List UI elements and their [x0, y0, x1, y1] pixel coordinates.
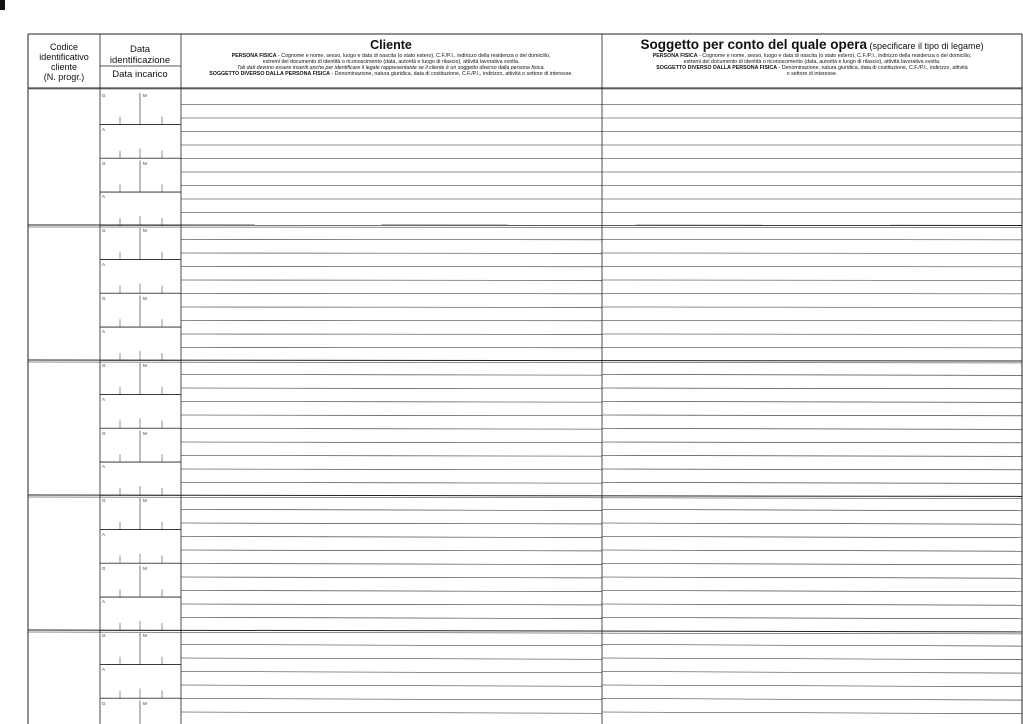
- label-mese: M: [143, 363, 147, 368]
- cliente-row-line: [181, 537, 602, 538]
- cliente-sd-label: SOGGETTO DIVERSO DALLA PERSONA FISICA: [209, 70, 330, 77]
- soggetto-row-line: [602, 564, 1022, 565]
- label-giorno: G: [102, 160, 106, 166]
- soggetto-row-line: [602, 388, 1022, 389]
- codice-label: Codice identificativo cliente: [39, 42, 89, 73]
- cliente-pf-text: - Cognome e nome, sesso, luogo e data di nascita (o stato estero), C.F./P.I., indirizzo della residenza o del domicilio,: [276, 53, 551, 59]
- soggetto-sd-text2: o settore di interesse.: [786, 70, 838, 77]
- soggetto-row-line: [602, 442, 1022, 443]
- label-giorno: G: [102, 228, 106, 233]
- soggetto-pf-text2: estremi del documento di identità o riconoscimento (data, autorità e luogo di rilascio), attività lavorativa svolta.: [683, 58, 941, 65]
- soggetto-row-line: [602, 577, 1022, 578]
- label-giorno: G: [102, 633, 106, 638]
- soggetto-row-line: [602, 645, 1022, 647]
- label-anno: A: [102, 329, 106, 335]
- entry-separator: [28, 360, 1022, 361]
- entry-separator-inner: [28, 632, 1022, 634]
- cliente-pf-text2: estremi del documento di identità o riconoscimento (data, autorità e luogo di rilascio), attività lavorativa svolta.: [262, 58, 520, 65]
- label-mese: M: [143, 498, 147, 503]
- soggetto-row-line: [602, 375, 1022, 376]
- entry-separator: [28, 630, 1022, 632]
- soggetto-row-line: [602, 658, 1022, 660]
- label-mese: M: [143, 160, 147, 166]
- cliente-row-line: [181, 415, 602, 416]
- label-mese: M: [143, 700, 147, 706]
- cliente-row-line: [181, 699, 602, 700]
- entry-separator: [28, 495, 1022, 496]
- cliente-row-line: [181, 577, 602, 578]
- label-giorno: G: [102, 295, 106, 301]
- label-mese: M: [143, 93, 147, 98]
- soggetto-row-line: [602, 402, 1022, 403]
- cliente-row-line: [181, 523, 602, 524]
- label-mese: M: [143, 228, 147, 233]
- label-mese: M: [143, 633, 147, 638]
- soggetto-row-line: [602, 699, 1022, 701]
- label-anno: A: [102, 666, 106, 672]
- cliente-row-line: [181, 442, 602, 443]
- cliente-row-line: [181, 672, 602, 673]
- soggetto-row-line: [602, 712, 1022, 714]
- label-anno: A: [102, 531, 106, 537]
- cliente-row-line: [181, 510, 602, 511]
- cliente-row-line: [181, 388, 602, 389]
- cliente-row-line: [181, 564, 602, 565]
- soggetto-row-line: [602, 537, 1022, 538]
- entry-separator-inner: [28, 362, 1022, 363]
- cliente-row-line: [181, 604, 602, 605]
- label-giorno: G: [102, 700, 106, 706]
- label-giorno: G: [102, 498, 106, 503]
- cliente-row-line: [181, 402, 602, 403]
- soggetto-row-line: [602, 469, 1022, 470]
- cliente-row-line: [181, 618, 602, 619]
- cliente-row-line: [181, 429, 602, 430]
- cliente-sd-text: - Denominazione, natura giuridica, data di costituzione, C.F./P.I., indirizzo, attività o settore di interesse.: [329, 70, 573, 77]
- label-mese: M: [143, 565, 147, 571]
- header-data-incarico: Data incarico: [112, 69, 168, 80]
- soggetto-sd-label: SOGGETTO DIVERSO DALLA PERSONA FISICA: [656, 64, 778, 71]
- cliente-row-line: [181, 456, 602, 457]
- cliente-row-line: [181, 658, 602, 659]
- codice-sub-label: (N. progr.): [43, 72, 85, 83]
- soggetto-row-line: [602, 685, 1022, 687]
- soggetto-row-line: [602, 523, 1022, 524]
- cliente-row-line: [181, 469, 602, 470]
- soggetto-row-line: [602, 510, 1022, 511]
- label-anno: A: [102, 396, 106, 402]
- label-anno: A: [102, 194, 106, 200]
- soggetto-row-line: [602, 591, 1022, 592]
- soggetto-row-line: [602, 456, 1022, 457]
- cliente-row-line: [181, 591, 602, 592]
- label-mese: M: [143, 430, 147, 436]
- cliente-row-line: [181, 483, 602, 484]
- soggetto-row-line: [602, 429, 1022, 430]
- cliente-pf-note: Tali dati devono essere inseriti anche per identificare il legale rappresentante se il cliente è un soggetto diverso dalla persona fisica.: [237, 64, 545, 71]
- soggetto-row-line: [602, 604, 1022, 605]
- label-anno: A: [102, 261, 106, 267]
- soggetto-title-note: (specificare il tipo di legame): [866, 41, 984, 51]
- soggetto-pf-label: PERSONA FISICA: [652, 52, 698, 59]
- entry-separator-inner: [28, 497, 1022, 498]
- label-giorno: G: [102, 93, 106, 98]
- soggetto-row-line: [602, 415, 1022, 416]
- label-giorno: G: [102, 430, 106, 436]
- label-giorno: G: [102, 565, 106, 571]
- cliente-row-line: [181, 645, 602, 646]
- cliente-pf-label: PERSONA FISICA: [231, 53, 277, 59]
- cliente-row-line: [181, 685, 602, 686]
- label-anno: A: [102, 599, 106, 605]
- soggetto-row-line: [602, 483, 1022, 484]
- soggetto-row-line: [602, 550, 1022, 551]
- label-anno: A: [102, 126, 106, 132]
- soggetto-sd-text: - Denominazione, natura giuridica, data di costituzione, C.F./P.I., indirizzo, attività: [777, 64, 968, 71]
- label-mese: M: [143, 295, 147, 301]
- cliente-row-line: [181, 375, 602, 376]
- cliente-title: Cliente: [370, 38, 412, 52]
- soggetto-row-line: [602, 618, 1022, 619]
- soggetto-title: Soggetto per conto del quale opera: [640, 37, 867, 52]
- label-giorno: G: [102, 363, 106, 368]
- header-data-identificazione: Data identificazione: [109, 44, 171, 66]
- cliente-row-line: [181, 550, 602, 551]
- soggetto-row-line: [602, 672, 1022, 674]
- cliente-row-line: [181, 712, 602, 713]
- soggetto-pf-text: - Cognome e nome, sesso, luogo e data di nascita (o stato estero), C.F./P.I., indirizzo della residenza o del domicilio,: [697, 52, 972, 59]
- label-anno: A: [102, 464, 106, 470]
